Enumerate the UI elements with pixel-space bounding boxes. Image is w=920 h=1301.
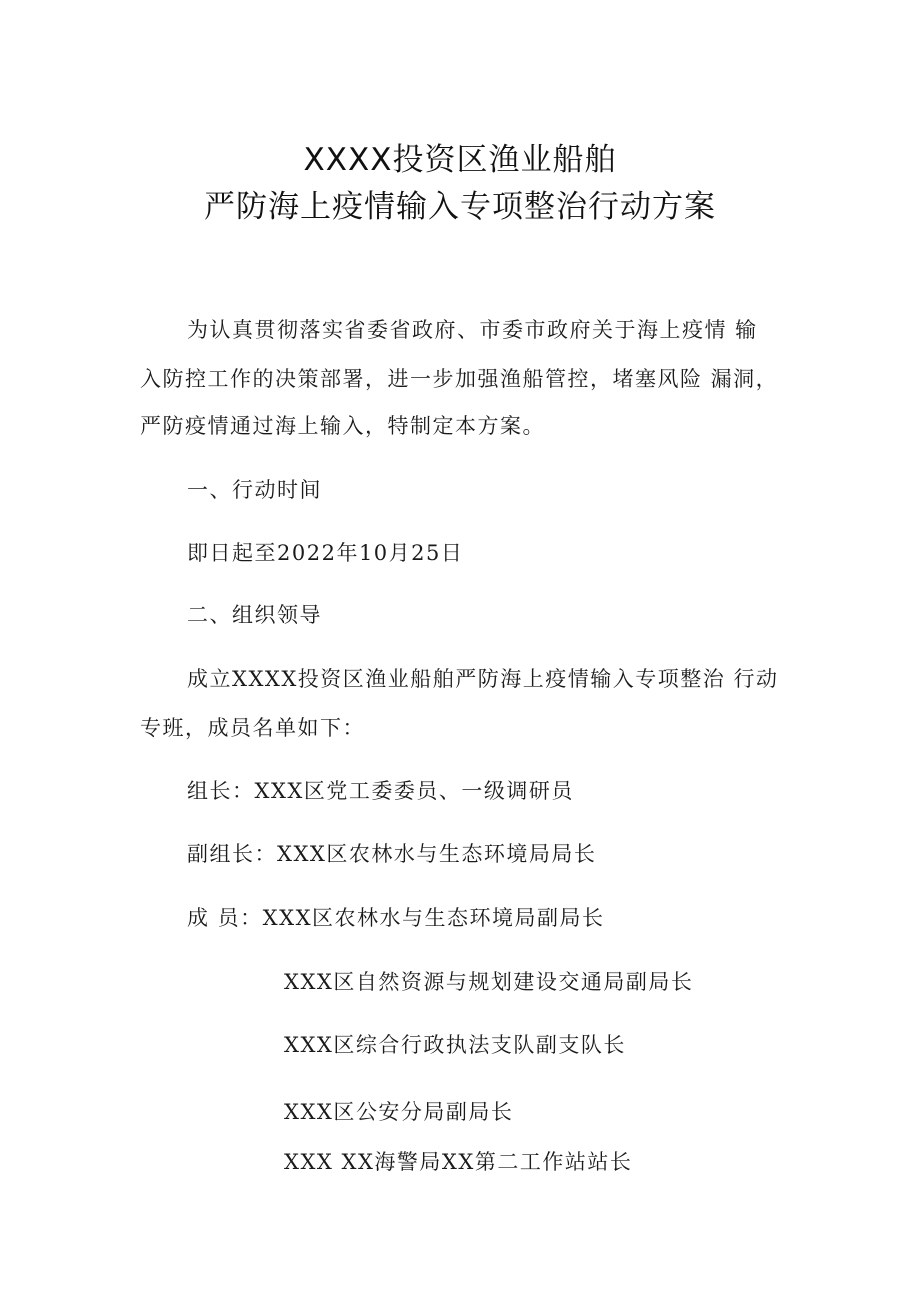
action-time-text: 即日起至2022年10月25日	[187, 541, 464, 565]
members-line-4: XXX区公安分局副局长	[284, 1100, 514, 1124]
intro-paragraph-line-3: 严防疫情通过海上输入，特制定本方案。	[140, 414, 545, 438]
members-line-3: XXX区综合行政执法支队副支队长	[284, 1033, 626, 1057]
members-line-5: XXX XX海警局XX第二工作站站长	[284, 1150, 633, 1174]
members-line-2: XXX区自然资源与规划建设交通局副局长	[284, 970, 694, 994]
organization-paragraph-line-2: 专班，成员名单如下：	[140, 716, 365, 740]
deputy-leader-line: 副组长：XXX区农林水与生态环境局局长	[187, 842, 597, 866]
group-leader-line: 组长：XXX区党工委委员、一级调研员	[187, 779, 574, 803]
organization-paragraph-line-1: 成立XXXX投资区渔业船舶严防海上疫情输入专项整治 行动	[187, 667, 779, 691]
intro-paragraph-line-1: 为认真贯彻落实省委省政府、市委市政府关于海上疫情 输	[187, 318, 758, 342]
document-title-line-2: 严防海上疫情输入专项整治行动方案	[204, 189, 716, 225]
section-heading-organization: 二、组织领导	[187, 603, 322, 627]
document-title-line-1: XXXX投资区渔业船舶	[303, 142, 617, 178]
members-line-1: 成 员：XXX区农林水与生态环境局副局长	[187, 906, 605, 930]
intro-paragraph-line-2: 入防控工作的决策部署，进一步加强渔船管控，堵塞风险 漏洞，	[140, 367, 779, 391]
section-heading-action-time: 一、行动时间	[187, 478, 322, 502]
